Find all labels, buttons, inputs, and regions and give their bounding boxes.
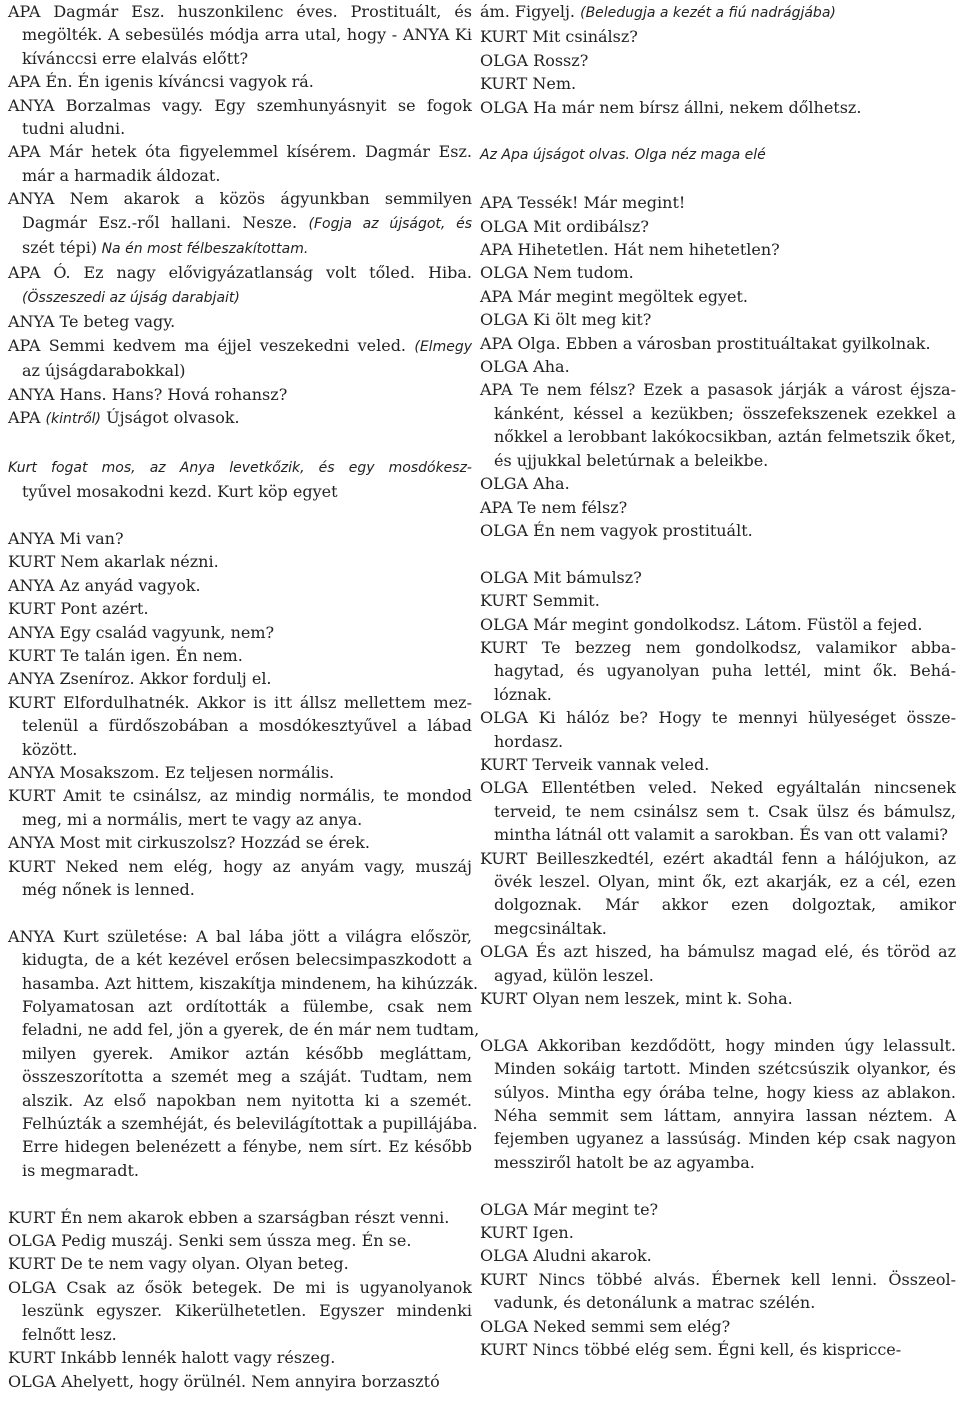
stage-direction: Kurt fogat mos, az Anya levetkőzik, és egy mosdókesz- [8,459,472,476]
paragraph-gap [480,1010,956,1033]
script-line: ANYA Kurt születése: A bal lába jött a világra először, [8,926,472,946]
script-paragraph [480,378,956,472]
script-line: KURT Én nem akarok ebben a szarságban részt venni. [8,1207,450,1227]
script-line: APA Te nem félsz? [480,497,628,517]
script-line: fejemben ugyanez a lassúság. Minden kép csak nagyon [494,1129,956,1149]
script-line: kívánccsi erre elalvás előtt? [22,48,249,68]
script-line: OLGA Csak az ősök betegek. De mi is ugyanolyanok [8,1277,472,1297]
script-paragraph [8,310,472,333]
script-paragraph [8,455,472,504]
script-line: alszik. Az első napokban nem nyitotta ki a szemét. [22,1090,472,1110]
paragraph-gap [480,119,956,142]
script-paragraph [480,1268,956,1315]
script-line: ANYA Mosakszom. Ez teljesen normális. [8,762,335,782]
script-paragraph [480,940,956,987]
script-paragraph [480,1034,956,1174]
script-paragraph [480,987,956,1010]
script-line: ANYA Zseníroz. Akkor fordulj el. [8,669,272,689]
script-line: tudni aludni. [22,119,126,139]
script-line: ANYA Hans. Hans? Hová rohansz? [8,384,288,404]
script-line: között. [22,739,78,759]
script-paragraph [8,691,472,761]
script-paragraph [8,621,472,644]
script-paragraph [8,644,472,667]
script-line: OLGA Már megint te? [480,1199,659,1219]
script-line: KURT Igen. [480,1223,574,1243]
script-line: KURT Amit te csinálsz, az mindig normális, te mondod [8,786,472,806]
script-line: KURT Nincs többé alvás. Ébernek kell lenni. Összeol- [480,1269,956,1289]
script-paragraph [8,334,472,383]
script-line-mixed [480,0,956,25]
script-line: APA Én. Én igenis kíváncsi vagyok rá. [8,72,314,92]
script-paragraph [8,667,472,690]
stage-direction: (Elmegy [414,338,472,355]
script-paragraph [480,1244,956,1267]
script-paragraph [480,753,956,776]
script-paragraph [480,0,956,25]
script-paragraph [480,636,956,706]
script-line: KURT Nem akarlak nézni. [8,552,219,572]
script-line-mixed [8,211,472,236]
script-paragraph [480,261,956,284]
dialogue-text: Újságot olvasok. [101,407,240,427]
script-line: ANYA Te beteg vagy. [8,312,176,332]
script-paragraph [480,285,956,308]
script-line: KURT Te talán igen. Én nem. [8,645,243,665]
script-line-mixed [8,285,472,310]
paragraph-gap [8,901,472,924]
script-line: KURT Beilleszkedtél, ezért akadtál fenn a hálójukon, az [480,848,956,868]
dialogue-text: APA Semmi kedvem ma éjjel veszekedni veled. [8,335,415,355]
script-paragraph [480,1338,956,1361]
script-paragraph [480,776,956,846]
stage-direction: Az Apa újságot olvas. Olga néz maga elé [480,147,766,164]
stage-direction: (Fogja az újságot, és [308,215,473,232]
script-line: Minden sokáig tartott. Minden szétcsúszik olyankor, és [494,1059,956,1079]
script-line: KURT Mit csinálsz? [480,27,638,47]
script-line: is megmaradt. [22,1160,139,1180]
script-line: KURT Neked nem elég, hogy az anyám vagy, muszáj [8,856,472,876]
script-paragraph [480,142,956,167]
script-paragraph [8,261,472,310]
script-line: Erre hidegen belenézett a fénybe, nem sírt. Ez később [22,1137,472,1157]
script-paragraph [8,925,480,1182]
script-paragraph [8,1346,472,1369]
script-line: OLGA Már megint gondolkodsz. Látom. Füstöl a fejed. [480,614,923,634]
dialogue-text: tyűvel mosakodni kezd. Kurt köp egyet [22,482,338,502]
script-line: APA Tessék! Már megint! [480,193,686,213]
script-line: OLGA Ha már nem bírsz állni, nekem dőlhetsz. [480,97,862,117]
script-paragraph [8,784,472,831]
script-line: OLGA Rossz? [480,50,589,70]
script-paragraph [480,706,956,753]
script-line: OLGA Ki hálóz be? Hogy te mennyi hülyeséget össze- [480,708,956,728]
script-line: nőkkel a lerobbant lakókocsikban, aztán felmetszik őket, [494,427,956,447]
script-line: OLGA Akkoriban kezdődött, hogy minden úgy lelassult. [480,1035,956,1055]
script-paragraph [8,1276,472,1346]
script-line: ANYA Most mit cirkuszolsz? Hozzád se érek. [8,833,370,853]
script-line: OLGA Ki ölt meg kit? [480,310,652,330]
script-line: telenül a fürdőszobában a mosdókesztyűvel a lábad [22,716,472,736]
script-paragraph [8,597,472,620]
script-line: ANYA Nem akarok a közös ágyunkban semmilyen [8,189,472,209]
script-paragraph [480,49,956,72]
script-line-mixed [8,236,472,261]
script-paragraph [8,1229,472,1252]
script-paragraph [8,527,472,550]
script-line: KURT Te bezzeg nem gondolkodsz, valamikor abba- [480,637,956,657]
script-line-mixed [8,406,472,431]
script-line: még nőnek is lenned. [22,880,195,899]
script-paragraph [480,847,956,941]
script-line: vadunk, és detonálunk a matrac szélén. [494,1293,816,1313]
script-paragraph [8,187,472,261]
script-line: Felhúzták a szemhéját, és belevilágítottak a pupillájába. [22,1114,478,1134]
script-paragraph [8,1370,472,1393]
script-paragraph [480,355,956,378]
script-paragraph [480,215,956,238]
script-line: megölték. A sebesülés módja arra utal, hogy - ANYA Ki [22,25,472,45]
script-line: megcsináltak. [494,918,607,938]
script-line: OLGA Ahelyett, hogy örülnél. Nem annyira borzasztó [8,1371,440,1391]
script-paragraph [8,0,472,70]
script-line: APA Már megint megöltek egyet. [480,286,749,306]
script-paragraph [8,761,472,784]
script-line: KURT Nincs többé elég sem. Égni kell, és kispricce- [480,1340,902,1360]
script-line: terveid, te nem csinálsz sem t. Csak ülsz és bámulsz, [494,801,956,821]
script-line: KURT Olyan nem leszek, mint k. Soha. [480,989,793,1009]
script-paragraph [480,519,956,542]
script-line: feladni, ne add fel, jön a gyerek, de én már nem tudtam, [22,1020,480,1040]
dialogue-text: Dagmár Esz.-ről hallani. Nesze. [22,212,309,232]
paragraph-gap [8,1182,472,1205]
script-paragraph [480,472,956,495]
script-line-mixed [480,142,956,167]
script-line: Néha semmit sem láttam, annyira lassan néztem. A [494,1106,956,1126]
script-line: kidugta, de a két kezével erősen belecsimpaszkodott a [22,950,472,970]
script-line: OLGA Én nem vagyok prostituált. [480,520,753,540]
stage-direction: Na én most félbeszakítottam. [97,241,309,258]
script-line: övék leszel. Olyan, mint ők, ezt akarják, ez a cél, ezen [494,871,956,891]
script-line: APA Dagmár Esz. huszonkilenc éves. Prostituált, és [8,2,472,21]
script-paragraph [8,1206,472,1229]
script-line: APA Te nem félsz? Ezek a pasasok járják a várost éjsza- [480,380,956,400]
script-line: KURT Nem. [480,74,577,94]
dialogue-text: APA [8,407,46,427]
script-line: milyen gyerek. Amikor aztán később megláttam, [22,1043,472,1063]
script-line-mixed [8,480,472,503]
script-paragraph [480,72,956,95]
script-line: OLGA Ellentétben veled. Neked egyáltalán nincsenek [480,778,956,798]
script-line: dolgoznak. Már akkor ezen dolgoztak, amikor [494,895,956,915]
script-paragraph [480,1315,956,1338]
script-paragraph [480,589,956,612]
script-line: és ujjukkal beletúrnak a beleikbe. [494,450,769,470]
script-line: felnőtt lesz. [22,1324,117,1344]
script-paragraph [480,496,956,519]
script-paragraph [480,613,956,636]
script-line: APA Hihetetlen. Hát nem hihetetlen? [480,240,780,260]
script-line: ANYA Az anyád vagyok. [8,575,201,595]
script-paragraph [480,1198,956,1221]
script-paragraph [8,550,472,573]
script-line: ANYA Borzalmas vagy. Egy szemhunyásnyit se fogok [8,95,472,115]
script-line: kánként, késsel a kezükben; összefekszenek ezekkel a [494,403,956,423]
script-line: KURT Pont azért. [8,599,149,619]
script-line: KURT Elfordulhatnék. Akkor is itt állsz mellettem mez- [8,692,472,712]
paragraph-gap [8,431,472,454]
stage-direction: (Összeszedi az újság darabjait) [22,289,240,306]
script-line-mixed [8,334,472,359]
script-line: OLGA És azt hiszed, ha bámulsz magad elé, és töröd az [480,942,956,962]
script-paragraph [8,831,472,854]
script-paragraph [480,566,956,589]
script-line: KURT Terveik vannak veled. [480,754,710,774]
script-line: KURT Semmit. [480,591,600,611]
script-line: OLGA Aha. [480,474,570,494]
script-line: messziről hatolt be az agyamba. [494,1152,755,1172]
script-line: ANYA Egy család vagyunk, nem? [8,622,275,642]
script-line: OLGA Nem tudom. [480,263,634,283]
script-paragraph [8,383,472,406]
script-paragraph [480,308,956,331]
right-column [480,0,956,1361]
script-line: agyad, külön leszel. [494,965,654,985]
stage-direction: (kintről) [45,410,101,427]
script-paragraph [8,94,472,141]
paragraph-gap [480,168,956,191]
script-line: meg, mi a normális, mert te vagy az anya. [22,809,363,829]
script-line: hagytad, és ugyanolyan puha lettél, mint ők. Behá- [494,661,956,681]
script-line: leszünk egyszer. Kikerülhetetlen. Egyszer mindenki [22,1301,472,1321]
script-line: lóznak. [494,684,552,704]
script-paragraph [8,574,472,597]
script-paragraph [480,191,956,214]
script-line: APA Ó. Ez nagy elővigyázatlanság volt tőled. Hiba. [8,263,472,283]
script-line: súlyos. Mintha egy órába telne, hogy kiess az ablakon. [494,1082,956,1102]
script-line: KURT Inkább lennék halott vagy részeg. [8,1348,336,1368]
paragraph-gap [8,504,472,527]
script-line: OLGA Pedig muszáj. Senki sem ússza meg. Én se. [8,1231,412,1251]
dialogue-text: szét tépi) [22,238,98,258]
script-paragraph [480,25,956,48]
script-line: OLGA Aludni akarok. [480,1246,652,1266]
script-paragraph [480,332,956,355]
script-paragraph [8,406,472,431]
script-paragraph [480,96,956,119]
dialogue-text: az újságdarabokkal) [22,361,186,381]
script-line: KURT De te nem vagy olyan. Olyan beteg. [8,1254,349,1274]
script-line: összeszorította a szemét meg a száját. Tudtam, nem [22,1067,472,1087]
script-line: OLGA Mit ordibálsz? [480,216,649,236]
script-paragraph [8,1252,472,1275]
script-line: OLGA Mit bámulsz? [480,567,642,587]
script-line: már a harmadik áldozat. [22,165,221,185]
dialogue-text: ám. Figyelj. [480,2,581,21]
script-paragraph [8,140,472,187]
script-line: hasamba. Azt hittem, kiszakítja mindenem, ha kihúzzák. [22,973,479,993]
script-line: OLGA Aha. [480,357,570,377]
script-paragraph [480,238,956,261]
script-paragraph [8,855,472,902]
script-paragraph [480,1221,956,1244]
stage-direction: (Beledugja a kezét a fiú nadrágjába) [580,5,836,21]
script-line: mintha látnál ott valamit a sarokban. És van ott valami? [494,825,948,845]
script-line-mixed [8,455,472,480]
script-paragraph [8,70,472,93]
script-line: APA Már hetek óta figyelemmel kísérem. Dagmár Esz. [8,142,472,162]
paragraph-gap [480,1174,956,1197]
script-line: APA Olga. Ebben a városban prostituáltakat gyilkolnak. [480,333,931,353]
script-line: Folyamatosan azt ordították a fülembe, csak nem [22,997,472,1017]
script-line: ANYA Mi van? [8,528,124,548]
paragraph-gap [480,542,956,565]
script-line: OLGA Neked semmi sem elég? [480,1316,731,1336]
script-line-mixed [8,359,472,382]
script-line: hordasz. [494,731,564,751]
left-column [8,0,480,1393]
